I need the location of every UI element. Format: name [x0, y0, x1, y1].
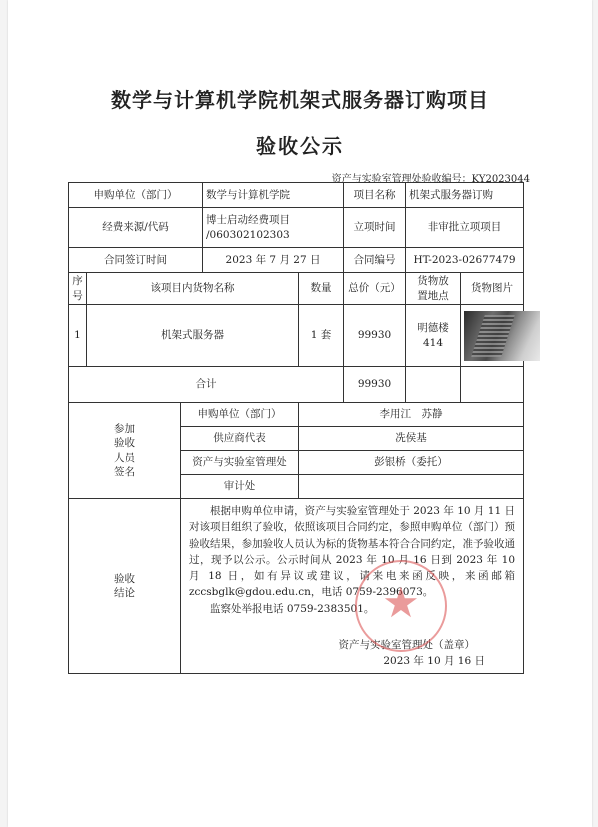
total-header: 总价（元）	[344, 273, 406, 305]
signature-line: 资产与实验室管理处（盖章）	[338, 638, 476, 651]
participant-role: 资产与实验室管理处	[181, 451, 299, 475]
contract-date-value: 2023 年 7 月 27 日	[203, 248, 344, 273]
row-total: 99930	[344, 305, 406, 367]
server-photo	[464, 311, 540, 361]
table-row	[69, 305, 524, 367]
document-subtitle: 验收公示	[256, 134, 344, 158]
row-seq: 1	[69, 305, 87, 367]
star-icon: ★	[382, 578, 420, 627]
participant-signature	[299, 475, 524, 499]
applicant-label: 申购单位（部门）	[69, 183, 203, 208]
contract-no-label: 合同编号	[344, 248, 406, 273]
approval-value: 非审批立项项目	[406, 208, 524, 248]
row-photo	[461, 305, 524, 367]
qty-header: 数量	[299, 273, 344, 305]
signature-date: 2023 年 10 月 16 日	[383, 655, 486, 668]
project-name-label: 项目名称	[344, 183, 406, 208]
applicant-value: 数学与计算机学院	[203, 183, 344, 208]
participants-label: 参加 验收 人员 签名	[69, 403, 181, 499]
participant-signature: 冼侯基	[299, 427, 524, 451]
sum-label: 合计	[69, 367, 344, 403]
approval-label: 立项时间	[344, 208, 406, 248]
participant-role: 供应商代表	[181, 427, 299, 451]
row-goods-name: 机架式服务器	[87, 305, 299, 367]
conclusion-label: 验收 结论	[69, 499, 181, 674]
location-header: 货物放 置地点	[406, 273, 461, 305]
contract-date-label: 合同签订时间	[69, 248, 203, 273]
participant-signature: 李用江 苏静	[299, 403, 524, 427]
acceptance-table	[68, 182, 524, 674]
seq-header: 序 号	[69, 273, 87, 305]
acceptance-number: 资产与实验室管理处验收编号：KY2023044	[331, 174, 530, 185]
participant-signature: 彭银桥（委托）	[299, 451, 524, 475]
contract-no-value: HT-2023-02677479	[406, 248, 524, 273]
row-qty: 1 套	[299, 305, 344, 367]
participant-role: 审计处	[181, 475, 299, 499]
funding-value: 博士启动经费项目 /060302102303	[203, 208, 344, 248]
conclusion-text: 根据申购单位申请，资产与实验室管理处于 2023 年 10 月 11 日对该项目组织了验收，依照该项目合同约定，参照申购单位（部门）预验收结果，参加验收人员认为标的货物基本符合合同约定，准予验收通过，现予以公示。公示时间从 2023 年 10 月 16 日到 2023 年 10 月 18 日，如有异议或建议，请来电来函反映，来函邮箱 zccsbglk@gdou.edu.cn，电话 0759-2396073。 监察处举报电话 0759-2383501。 资产与实验室管理处（盖章） 2023 年 10 月 16 日	[181, 499, 524, 674]
row-location: 明德楼 414	[406, 305, 461, 367]
official-seal-stamp	[355, 560, 447, 652]
document-title: 数学与计算机学院机架式服务器订购项目	[111, 88, 489, 112]
funding-label: 经费来源/代码	[69, 208, 203, 248]
project-name-value: 机架式服务器订购	[406, 183, 524, 208]
sum-value: 99930	[344, 367, 406, 403]
photo-header: 货物图片	[461, 273, 524, 305]
goods-name-header: 该项目内货物名称	[87, 273, 299, 305]
participant-role: 申购单位（部门）	[181, 403, 299, 427]
